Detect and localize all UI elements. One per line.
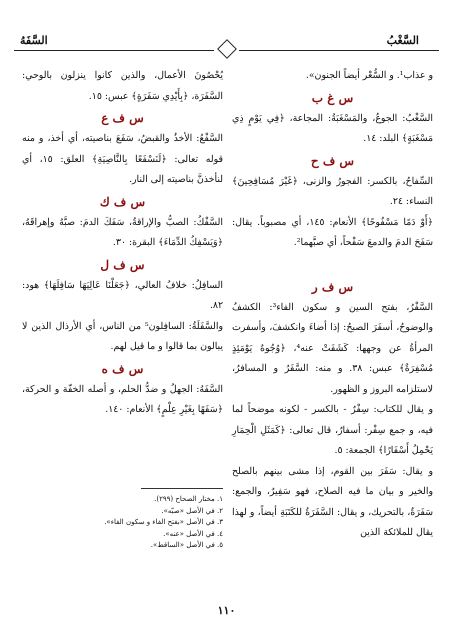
footnote-item: ١. مختار الصحاح (٢٩٩). <box>154 495 223 503</box>
footnote-item: ٣. في الأصل «بفتح الفاء و سكون الفاء». <box>104 518 223 526</box>
entry-paragraph: السَّفْكُ: الصبُّ والإراقةُ، سَفَكَ الدمَ: صبَّهُ وإهراقَهُ، ﴿وَيَسْفِكُ الدِّمَاءَ﴾ البقرة: ٣٠. <box>22 216 223 248</box>
page-number: ١١٠ <box>217 604 236 617</box>
header-rule-right <box>239 50 439 51</box>
entry-paragraph: و عذاب¹. و السُّعْر أيضاً الجنون». <box>305 70 433 81</box>
entry-root-heading: س ف ل <box>100 257 145 272</box>
entry-paragraph: السَّفَهُ: الجهلُ و ضدُّ الحلم، و أصله الخفّة و الحركة، ﴿سَفَهًا بِغَيْرِ عِلْمٍ﴾ الأنعام: ١٤٠. <box>22 383 223 415</box>
entry-root-heading: س ف ع <box>101 111 144 125</box>
entry-paragraph: ﴿أَوْ دَمًا مَسْفُوحًا﴾ الأنعام: ١٤٥، أي مصبوباً. يقال: سَفَحَ الدمَ والدمعَ سَفْحاً، أي صبَّهما². <box>232 216 434 248</box>
right-column <box>232 66 433 544</box>
entry-paragraph: والسَّفَلَةُ: السافِلون⁵ من الناس، أي الأرذال الذين لا يبالون بما قالوا و ما قيل لهم. <box>22 320 223 352</box>
entry-paragraph: السَّفْعُ: الأخذُ والقبضُ، سَفَعَ بناصيته، أي أخذ، و منه قوله تعالى: ﴿لَنَسْفَعًا بِالنَّاصِيَةِ﴾ العلق: ١٥، أي لنأخذنَّ بناصيته إلى النار. <box>22 133 223 185</box>
footnote-item: ٢. في الأصل «صبّه». <box>161 506 223 515</box>
entry-paragraph: و يقال: سَفَرَ بين القوم، إذا مشى بينهم بالصلح والخير و بيان ما فيه الصلاح، فهو سَفِيرٌ، والجمع: سَفَرَةٌ، بالتحريك، و يقال: السَّفَرَةُ للكَتَبَةِ أيضاً، و لهذا يقال للملائكة الذين <box>232 465 433 538</box>
page-header <box>0 0 453 58</box>
entry-paragraph: السَّفْرُ، بفتح السين و سكون الفاء³: الكشفُ والوضوحُ، أسفَرَ الصبحُ: إذا أضاءَ وانكشفَ، وأسفرت المرأةُ عن وجهها: كَشَفَتْ عنه⁴، ﴿وُجُوهٌ يَوْمَئِذٍ مُسْفِرَةٌ﴾ عبس: ٣٨. و منه: السَّفَرُ و المسافرُ، لاستلزامه البروز و الظهور. <box>232 301 433 395</box>
footnote-item: ٤. في الأصل «عنه». <box>163 529 223 538</box>
footnote-list <box>22 494 223 552</box>
left-column <box>22 66 223 421</box>
entry-paragraph: السافِلُ: خلافُ العالي، ﴿جَعَلْنَا عَالِيَهَا سَافِلَهَا﴾ هود: ٨٢. <box>22 279 223 311</box>
entry-paragraph: السَّغْبُ: الجوعُ، والمَسْغَبَةُ: المجاعة، ﴿فِي يَوْمٍ ذِي مَسْغَبَةٍ﴾ البلد: ١٤. <box>232 112 433 144</box>
entry-paragraph: يُحْصُونَ الأعمال، والذين كانوا ينزلون بالوحي: السَّفَرَة، ﴿بِأَيْدِي سَفَرَةٍ﴾ عبس: ١٥. <box>22 70 223 102</box>
entry-paragraph: و يقال للكتاب: سِفْرٌ - بالكسر - لكونه موضحاً لما فيه، و جمع سِفْر: أسفارٌ، قال تعالى: ﴿كَمَثَلِ الْحِمَارِ يَحْمِلُ أَسْفَارًا﴾ الجمعة: ٥. <box>232 404 433 456</box>
entry-root-heading: س غ ب <box>311 90 354 105</box>
footnote-item: ٥. في الأصل «الساقط». <box>150 541 223 549</box>
footnote-rule <box>141 488 223 489</box>
header-right-word: السَّغْبُ <box>386 34 419 47</box>
entry-root-heading: س ف ك <box>99 194 146 209</box>
header-left-word: السَّفَهُ <box>20 34 48 47</box>
entry-root-heading: س ف ر <box>311 279 354 294</box>
header-rule-left <box>14 50 214 51</box>
footnotes <box>22 488 223 552</box>
entry-root-heading: س ف ح <box>310 153 355 168</box>
diamond-ornament-icon <box>217 39 237 59</box>
entry-root-heading: س ف ه <box>101 361 144 376</box>
entry-paragraph: السِّفاحُ، بالكسر: الفجورُ والزنى، ﴿غَيْرَ مُسَافِحِينَ﴾ النساء: ٢٤. <box>232 175 433 207</box>
